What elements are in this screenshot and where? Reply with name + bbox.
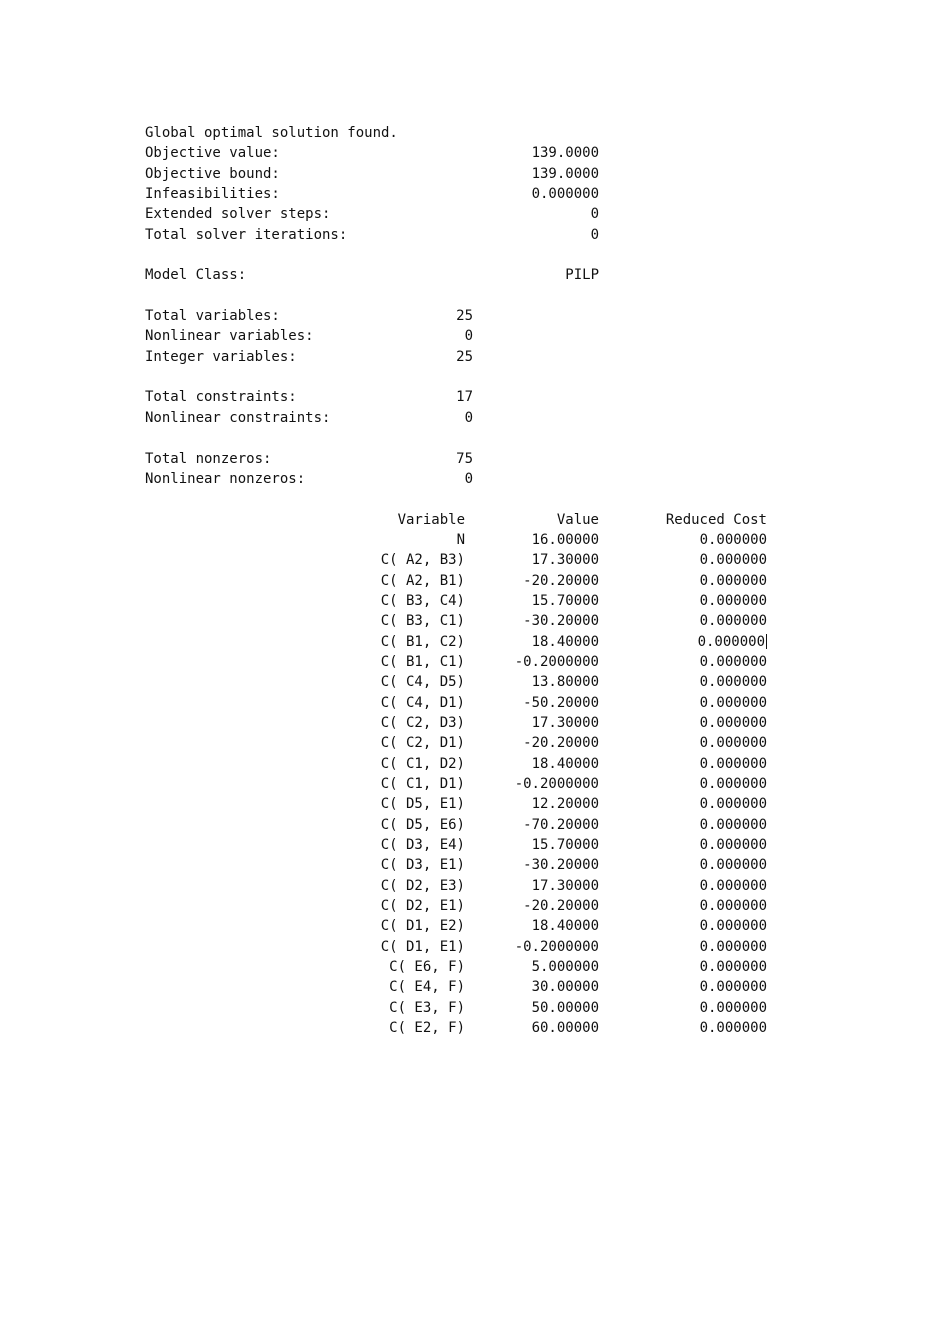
table-row: [145, 652, 785, 672]
model-class-value: PILP: [565, 267, 599, 284]
reduced-cost-cell: 0.000000: [699, 572, 767, 589]
table-row: [145, 754, 785, 774]
variable-name-cell: C( C1, D2): [380, 755, 465, 772]
variable-name-cell: C( D5, E6): [380, 816, 465, 833]
integer-variables-value: 25: [456, 348, 473, 365]
variable-value-cell: -70.20000: [523, 816, 599, 833]
reduced-cost-cell: 0.000000: [699, 735, 767, 752]
variable-value-cell: 15.70000: [531, 837, 599, 854]
table-row: [145, 530, 785, 550]
variable-name-cell: C( C4, D1): [380, 694, 465, 711]
variable-value-cell: 17.30000: [531, 552, 599, 569]
table-row: [145, 815, 785, 835]
total-variables-row: [145, 306, 785, 326]
total-solver-iterations-value: 0: [590, 226, 599, 243]
variable-value-cell: -30.20000: [523, 857, 599, 874]
nonlinear-variables-value: 0: [464, 328, 473, 345]
variable-name-cell: C( E6, F): [389, 959, 465, 976]
table-row: [145, 876, 785, 896]
nonlinear-constraints-label: Nonlinear constraints:: [145, 409, 331, 426]
variable-value-cell: 16.00000: [531, 531, 599, 548]
reduced-cost-cell: 0.000000: [699, 755, 767, 772]
nonlinear-constraints-row: [145, 408, 785, 428]
variable-name-cell: C( B1, C2): [380, 633, 465, 650]
reduced-cost-cell: 0.000000: [699, 979, 767, 996]
reduced-cost-cell: 0.000000: [699, 857, 767, 874]
total-constraints-row: [145, 387, 785, 407]
nonlinear-nonzeros-row: [145, 469, 785, 489]
variable-name-cell: C( C4, D5): [380, 674, 465, 691]
table-row: [145, 794, 785, 814]
table-row: [145, 957, 785, 977]
table-row: [145, 998, 785, 1018]
variable-name-cell: C( C1, D1): [380, 776, 465, 792]
reduced-cost-column-header: Reduced Cost: [665, 511, 767, 528]
variable-name-cell: C( C2, D1): [380, 735, 465, 752]
reduced-cost-cell: 0.000000: [699, 674, 767, 691]
integer-variables-label: Integer variables:: [145, 348, 297, 365]
total-solver-iterations-row: [145, 225, 785, 245]
reduced-cost-cell: 0.000000: [699, 531, 767, 548]
total-solver-iterations-label: Total solver iterations:: [145, 226, 348, 243]
variable-name-cell: C( D2, E3): [380, 877, 465, 894]
variable-name-cell: C( A2, B1): [380, 572, 465, 589]
reduced-cost-cell: 0.000000: [699, 552, 767, 569]
variable-value-cell: -20.20000: [523, 898, 599, 915]
variable-table-body: [145, 530, 785, 1039]
variable-value-cell: 50.00000: [531, 999, 599, 1016]
objective-bound: 139.0000: [531, 165, 599, 182]
reduced-cost-cell: 0.000000: [699, 613, 767, 630]
variable-value-cell: 5.000000: [531, 959, 599, 976]
variable-value-cell: -0.2000000: [514, 776, 599, 792]
spacer: [145, 286, 785, 306]
variable-name-cell: C( E3, F): [389, 999, 465, 1016]
infeasibilities-row: [145, 184, 785, 204]
nonlinear-variables-row: [145, 326, 785, 346]
reduced-cost-cell: 0.000000: [699, 999, 767, 1016]
reduced-cost-cell: 0.000000: [699, 918, 767, 935]
variable-value-cell: 13.80000: [531, 674, 599, 691]
extended-solver-steps-label: Extended solver steps:: [145, 206, 331, 223]
variable-value-cell: -50.20000: [523, 694, 599, 711]
variable-value-cell: 60.00000: [531, 1020, 599, 1037]
spacer: [145, 367, 785, 387]
variable-value-cell: -0.2000000: [514, 938, 599, 955]
value-column-header: Value: [556, 511, 599, 528]
table-row: [145, 733, 785, 753]
reduced-cost-cell: 0.000000: [699, 592, 767, 609]
table-row: [145, 713, 785, 733]
variable-value-cell: -20.20000: [523, 572, 599, 589]
spacer: [145, 489, 785, 509]
total-nonzeros-label: Total nonzeros:: [145, 450, 272, 467]
objective-bound-row: [145, 164, 785, 184]
table-row: [145, 672, 785, 692]
table-row: [145, 632, 785, 652]
extended-solver-steps-row: [145, 204, 785, 224]
table-row: [145, 896, 785, 916]
reduced-cost-cell: 0.000000: [699, 898, 767, 915]
reduced-cost-cell: 0.000000: [699, 959, 767, 976]
variable-name-cell: C( D5, E1): [380, 796, 465, 813]
reduced-cost-cell: 0.000000: [699, 877, 767, 894]
total-variables-label: Total variables:: [145, 308, 280, 325]
solution-status-message: Global optimal solution found.: [145, 125, 398, 141]
objective-value-label: Objective value:: [145, 145, 280, 162]
table-row: [145, 835, 785, 855]
table-header-row: [145, 510, 785, 530]
table-row: [145, 1018, 785, 1038]
variable-value-cell: 18.40000: [531, 755, 599, 772]
table-row: [145, 774, 785, 794]
variable-value-cell: 18.40000: [531, 633, 599, 650]
variable-name-cell: C( D3, E4): [380, 837, 465, 854]
spacer: [145, 428, 785, 448]
table-row: [145, 571, 785, 591]
variable-name-cell: C( B1, C1): [380, 653, 465, 670]
reduced-cost-cell: 0.000000: [699, 796, 767, 813]
variable-name-cell: C( E4, F): [389, 979, 465, 996]
total-variables-value: 25: [456, 308, 473, 325]
reduced-cost-cell: 0.000000: [699, 714, 767, 731]
table-row: [145, 937, 785, 957]
objective-value-row: [145, 143, 785, 163]
variable-name-cell: C( D1, E1): [380, 938, 465, 955]
table-row: [145, 855, 785, 875]
spacer: [145, 245, 785, 265]
reduced-cost-cell: 0.000000: [699, 1020, 767, 1037]
model-class-label: Model Class:: [145, 267, 247, 284]
reduced-cost-cell: 0.000000: [699, 653, 767, 670]
variable-name-cell: C( D3, E1): [380, 857, 465, 874]
text-caret: [766, 634, 767, 649]
total-constraints-value: 17: [456, 389, 473, 406]
variable-value-cell: 18.40000: [531, 918, 599, 935]
variable-value-cell: -0.2000000: [514, 653, 599, 670]
reduced-cost-cell: 0.000000: [699, 837, 767, 854]
infeasibilities-value: 0.000000: [531, 186, 599, 203]
extended-solver-steps-value: 0: [590, 206, 599, 223]
table-row: [145, 611, 785, 631]
table-row: [145, 550, 785, 570]
nonlinear-constraints-value: 0: [464, 409, 473, 426]
variable-value-cell: -30.20000: [523, 613, 599, 630]
solution-status-line: [145, 123, 785, 143]
model-class-row: [145, 265, 785, 285]
report-body: [145, 123, 785, 1038]
variable-name-cell: C( D2, E1): [380, 898, 465, 915]
total-constraints-label: Total constraints:: [145, 389, 297, 406]
reduced-cost-cell: 0.000000: [699, 694, 767, 711]
table-row: [145, 693, 785, 713]
variable-name-cell: C( E2, F): [389, 1020, 465, 1037]
variable-value-cell: 15.70000: [531, 592, 599, 609]
table-row: [145, 591, 785, 611]
reduced-cost-cell: 0.000000: [699, 938, 767, 955]
variable-name-cell: C( B3, C1): [380, 613, 465, 630]
nonlinear-nonzeros-label: Nonlinear nonzeros:: [145, 470, 306, 487]
variable-value-cell: 12.20000: [531, 796, 599, 813]
total-nonzeros-row: [145, 449, 785, 469]
nonlinear-nonzeros-value: 0: [464, 470, 473, 487]
variable-column-header: Variable: [397, 511, 465, 528]
variable-value-cell: 30.00000: [531, 979, 599, 996]
variable-value-cell: 17.30000: [531, 714, 599, 731]
variable-value-cell: -20.20000: [523, 735, 599, 752]
total-nonzeros-value: 75: [456, 450, 473, 467]
variable-name-cell: C( A2, B3): [380, 552, 465, 569]
reduced-cost-cell: 0.000000: [699, 816, 767, 833]
reduced-cost-cell: 0.000000: [697, 633, 765, 650]
variable-name-cell: C( B3, C4): [380, 592, 465, 609]
variable-name-cell: C( C2, D3): [380, 714, 465, 731]
table-row: [145, 916, 785, 936]
reduced-cost-cell: 0.000000: [699, 776, 767, 792]
variable-value-cell: 17.30000: [531, 877, 599, 894]
variable-name-cell: N: [456, 531, 465, 548]
table-row: [145, 977, 785, 997]
objective-value: 139.0000: [531, 145, 599, 162]
nonlinear-variables-label: Nonlinear variables:: [145, 328, 314, 345]
objective-bound-label: Objective bound:: [145, 165, 280, 182]
variable-name-cell: C( D1, E2): [380, 918, 465, 935]
integer-variables-row: [145, 347, 785, 367]
infeasibilities-label: Infeasibilities:: [145, 186, 280, 203]
